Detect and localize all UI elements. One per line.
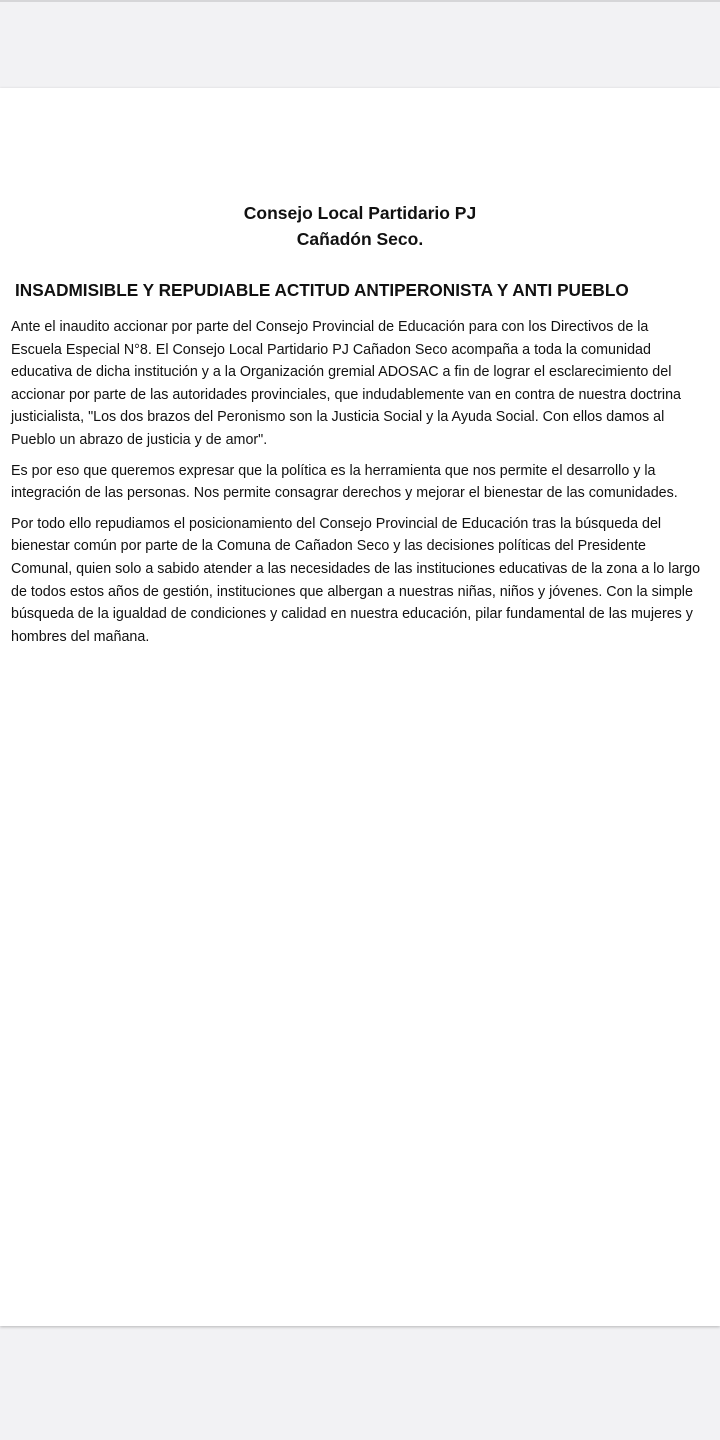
statement-headline: INSADMISIBLE Y REPUDIABLE ACTITUD ANTIPERONISTA Y ANTI PUEBLO	[15, 280, 629, 300]
paragraph-2: Es por eso que queremos expresar que la política es la herramienta que nos permite el desarrollo y la integración de las personas. Nos permite consagrar derechos y mejorar el bienestar de las comunidades.	[11, 462, 678, 502]
top-status-strip	[0, 0, 720, 2]
paragraph-3: Por todo ello repudiamos el posicionamiento del Consejo Provincial de Educación tras la búsqueda del bienestar común por parte de la Comuna de Cañadon Seco y las decisiones políticas del Presidente Comunal, quien solo a sabido atender a las necesidades de las instituciones educativas de la zona a lo largo de todos estos años de gestión, instituciones que albergan a nuestras niñas, niños y jóvenes. Con la simple búsqueda de la igualdad de condiciones y calidad en nuestra educación, pilar fundamental de las mujeres y hombres del mañana.	[11, 515, 701, 645]
statement-body	[11, 316, 701, 656]
organization-name: Consejo Local Partidario PJ	[243, 203, 477, 223]
organization-header	[0, 200, 720, 252]
document-page[interactable]	[0, 88, 720, 1326]
paragraph-1: Ante el inaudito accionar por parte del Consejo Provincial de Educación para con los Directivos de la Escuela Especial N°8. El Consejo Local Partidario PJ Cañadon Seco acompaña a toda la comunidad educativa de dicha institución y a la Organización gremial ADOSAC a fin de lograr el esclarecimiento del accionar por parte de las autoridades provinciales, que indudablemente van en contra de nuestra doctrina justicialista, "Los dos brazos del Peronismo son la Justicia Social y la Ayuda Social. Con ellos damos al Pueblo un abrazo de justicia y de amor".	[11, 319, 681, 448]
organization-location: Cañadón Seco.	[296, 229, 424, 249]
